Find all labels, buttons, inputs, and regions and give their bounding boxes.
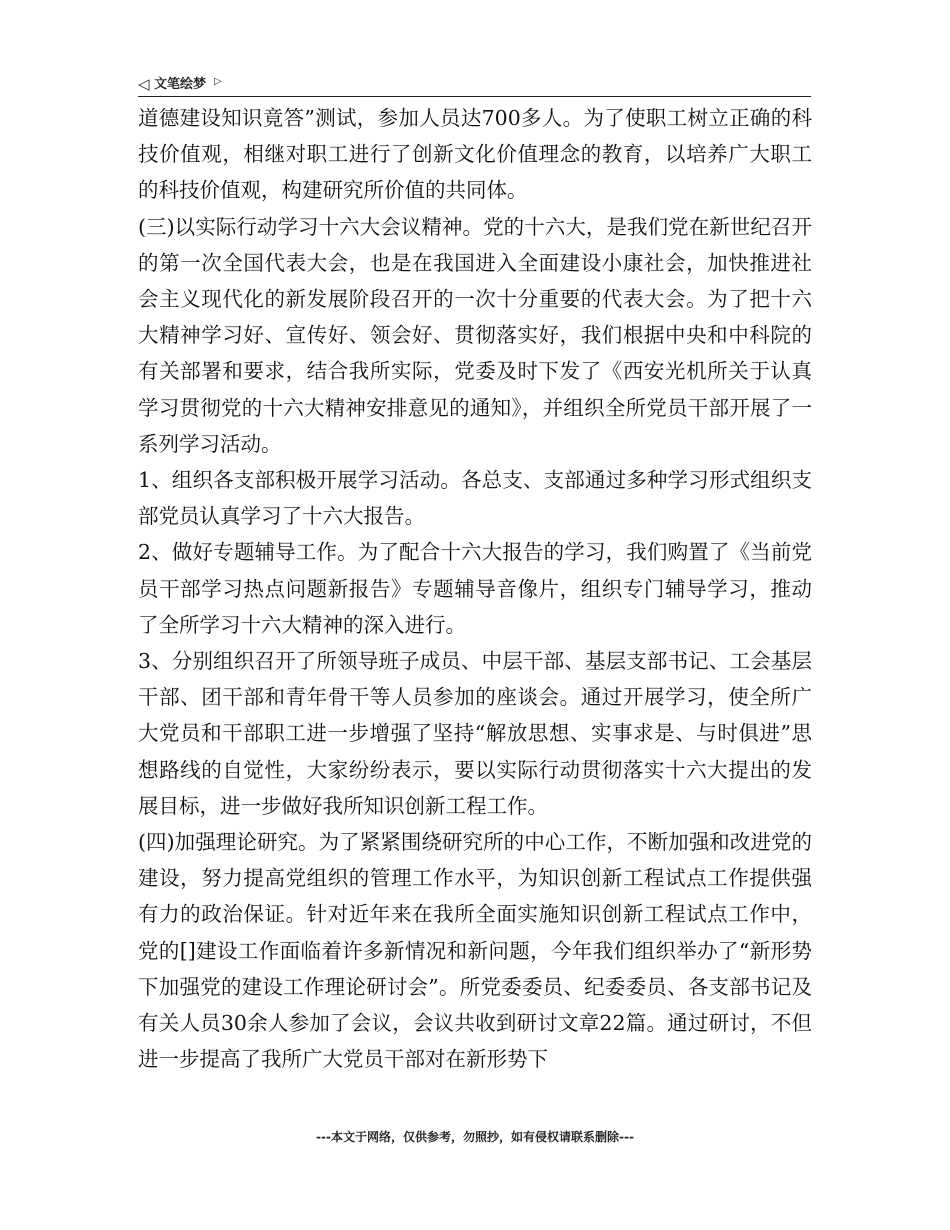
page-header: [138, 74, 811, 97]
paragraph: 1、组织各支部积极开展学习活动。各总支、支部通过多种学习形式组织支部党员认真学习了十六大报告。: [138, 468, 812, 529]
paragraph: (三)以实际行动学习十六大会议精神。党的十六大，是我们党在新世纪召开的第一次全国代表大会，也是在我国进入全面建设小康社会，加快推进社会主义现代化的新发展阶段召开的一次十分重要的代表大会。为了把十六大精神学习好、宣传好、领会好、贯彻落实好，我们根据中央和中科院的有关部署和要求，结合我所实际，党委及时下发了《西安光机所关于认真学习贯彻党的十六大精神安排意见的通知》，并组织全所党员干部开展了一系列学习活动。: [138, 214, 812, 456]
paragraph: (四)加强理论研究。为了紧紧围绕研究所的中心工作，不断加强和改进党的建设，努力提高党组织的管理工作水平，为知识创新工程试点工作提供强有力的政治保证。针对近年来在我所全面实施知识创新工程试点工作中，党的[]建设工作面临着许多新情况和新问题，今年我们组织举办了“新形势下加强党的建设工作理论研讨会”。所党委委员、纪委委员、各支部书记及有关人员30余人参加了会议，会议共收到研讨文章22篇。通过研讨，不但进一步提高了我所广大党员干部对在新形势下: [138, 830, 812, 1072]
right-triangle-icon: ▷: [214, 76, 222, 87]
paragraph: 2、做好专题辅导工作。为了配合十六大报告的学习，我们购置了《当前党员干部学习热点问题新报告》专题辅导音像片，组织专门辅导学习，推动了全所学习十六大精神的深入进行。: [138, 540, 812, 637]
document-body: [138, 100, 812, 1077]
paragraph: 道德建设知识竟答”测试，参加人员达700多人。为了使职工树立正确的科技价值观，相继对职工进行了创新文化价值理念的教育，以培养广大职工的科技价值观，构建研究所价值的共同体。: [138, 106, 812, 203]
left-triangle-icon: ◁: [138, 75, 150, 93]
footer-notice: ---本文于网络，仅供参考，勿照抄，如有侵权请联系删除---: [316, 1130, 634, 1144]
header-title: 文笔绘梦: [154, 77, 207, 92]
paragraph: 3、分别组织召开了所领导班子成员、中层干部、基层支部书记、工会基层干部、团干部和青年骨干等人员参加的座谈会。通过开展学习，使全所广大党员和干部职工进一步增强了坚持“解放思想、实事求是、与时俱进”思想路线的自觉性，大家纷纷表示，要以实际行动贯彻落实十六大提出的发展目标，进一步做好我所知识创新工程工作。: [138, 649, 812, 818]
